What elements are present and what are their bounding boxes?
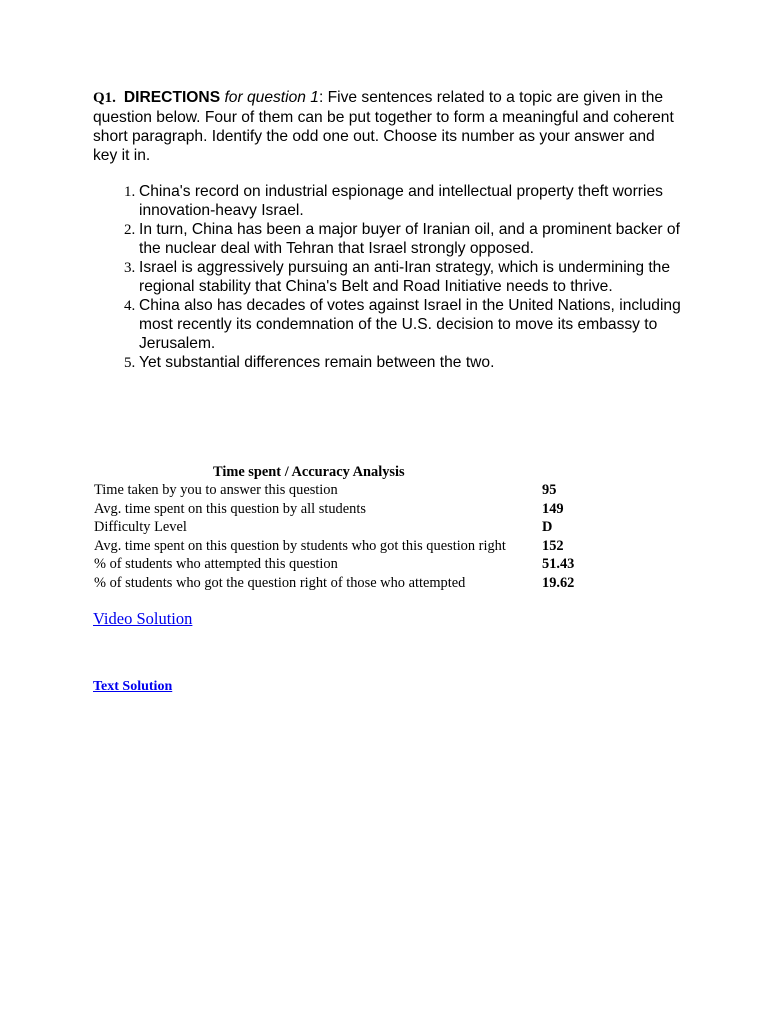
table-row	[93, 574, 574, 593]
stat-label: % of students who attempted this question	[94, 556, 338, 572]
stat-label: Avg. time spent on this question by all students	[94, 500, 366, 517]
stat-label: % of students who got the question right of those who attempted	[94, 574, 466, 591]
analysis-table	[93, 481, 574, 592]
question-number: Q1.	[93, 90, 116, 106]
table-row	[93, 537, 574, 556]
stat-value: 95	[542, 482, 557, 498]
stat-label: Difficulty Level	[94, 519, 187, 535]
for-question-label: for question 1	[224, 89, 319, 106]
accuracy-analysis	[93, 463, 574, 592]
sentence-item: 1. China's record on industrial espionage and intellectual property theft worries innovation-heavy Israel.	[139, 182, 683, 220]
directions-text: : Five sentences related to a topic are given in the question below. Four of them can be put together to form a meaningful and coherent short paragraph. Identify the odd one out. Choose its number as your answer and key it in.	[93, 89, 674, 164]
video-solution-link[interactable]: Video Solution	[93, 609, 193, 628]
stat-value: 19.62	[542, 574, 575, 591]
sentence-item: 3. Israel is aggressively pursuing an anti-Iran strategy, which is undermining the regional stability that China's Belt and Road Initiative needs to thrive.	[139, 258, 683, 296]
text-solution-link[interactable]: Text Solution	[93, 679, 173, 694]
table-row	[93, 518, 574, 537]
stat-value: D	[542, 519, 553, 535]
stat-value: 149	[542, 500, 564, 517]
sentence-list	[93, 182, 683, 372]
stat-label: Time taken by you to answer this question	[94, 482, 338, 498]
sentence-item: 4. China also has decades of votes against Israel in the United Nations, including most recently its condemnation of the U.S. decision to move its embassy to Jerusalem.	[139, 296, 683, 353]
question-block	[93, 88, 683, 372]
table-row	[93, 500, 574, 519]
table-row	[93, 555, 574, 574]
sentence-item: 5. Yet substantial differences remain between the two.	[139, 353, 683, 372]
table-row	[93, 481, 574, 500]
question-directions	[93, 88, 683, 165]
analysis-title: Time spent / Accuracy Analysis	[213, 464, 405, 480]
directions-label: DIRECTIONS	[123, 89, 221, 106]
stat-label: Avg. time spent on this question by students who got this question right	[94, 537, 506, 554]
sentence-item: 2. In turn, China has been a major buyer of Iranian oil, and a prominent backer of the nuclear deal with Tehran that Israel strongly opposed.	[139, 220, 683, 258]
stat-value: 51.43	[542, 556, 575, 572]
stat-value: 152	[542, 537, 564, 554]
